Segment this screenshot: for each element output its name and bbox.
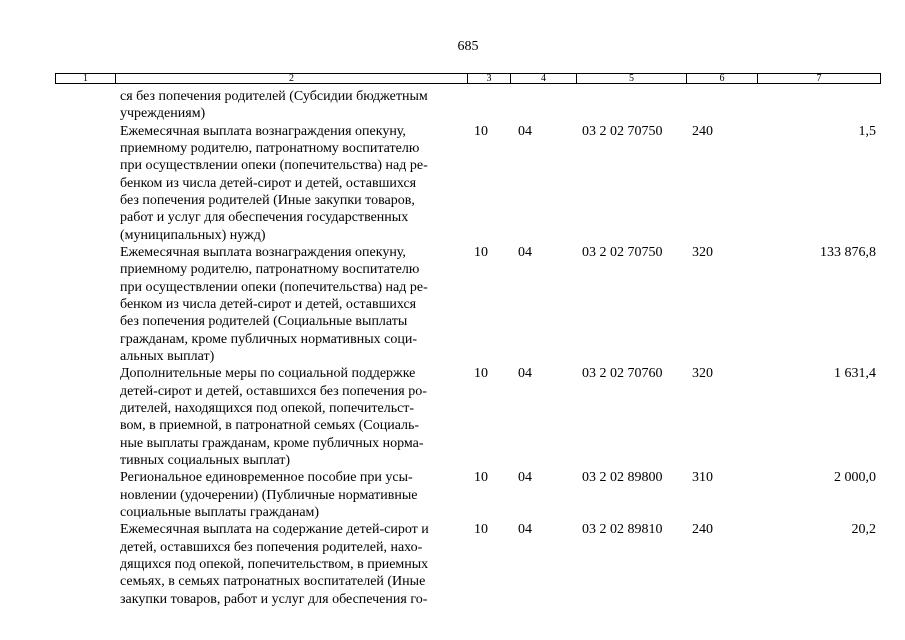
row-description <box>116 469 468 521</box>
section-code: 10 <box>474 366 488 382</box>
budget-table <box>55 73 881 608</box>
target-code-cell <box>577 123 687 244</box>
subsection-cell <box>511 123 577 244</box>
section-code: 10 <box>474 470 488 486</box>
description-line: дящихся под опекой, попечительством, в приемных <box>120 556 429 572</box>
amount-value: 1,5 <box>858 123 876 139</box>
description-line: без попечения родителей (Социальные выплаты <box>120 314 408 330</box>
header-cell-2: 2 <box>116 74 468 83</box>
subsection-cell <box>511 365 577 469</box>
row-number-cell <box>56 88 116 123</box>
section-cell <box>468 469 511 521</box>
section-cell <box>468 123 511 244</box>
expense-type-cell <box>687 244 758 365</box>
subsection-code: 04 <box>518 123 532 139</box>
description-line: учреждениям) <box>120 106 206 122</box>
target-code: 03 2 02 70750 <box>582 244 663 260</box>
amount-value: 2 000,0 <box>834 470 876 486</box>
description-line: при осуществлении опеки (попечительства) над ре- <box>120 279 428 295</box>
description-line: закупки товаров, работ и услуг для обеспечения го- <box>120 591 428 607</box>
description-line: без попечения родителей (Иные закупки товаров, <box>120 192 415 208</box>
expense-type-cell <box>687 521 758 608</box>
description-line: Дополнительные меры по социальной поддержке <box>120 366 416 382</box>
amount-cell <box>758 88 881 123</box>
header-cell-4: 4 <box>511 74 577 83</box>
header-cell-1: 1 <box>56 74 116 83</box>
table-header-row <box>55 73 881 84</box>
description-line: работ и услуг для обеспечения государственных <box>120 210 409 226</box>
expense-type-code: 320 <box>692 244 713 260</box>
row-description <box>116 521 468 608</box>
description-line: детей, оставшихся без попечения родителей, нахо- <box>120 539 423 555</box>
row-number-cell <box>56 469 116 521</box>
expense-type-code: 240 <box>692 123 713 139</box>
row-number-cell <box>56 365 116 469</box>
amount-value: 1 631,4 <box>834 366 876 382</box>
table-row <box>56 521 881 608</box>
target-code-cell <box>577 521 687 608</box>
row-description <box>116 88 468 123</box>
expense-type-cell <box>687 365 758 469</box>
amount-value: 133 876,8 <box>820 244 876 260</box>
description-line: детей-сирот и детей, оставшихся без попечения ро- <box>120 383 427 399</box>
table-row <box>56 88 881 123</box>
subsection-code: 04 <box>518 470 532 486</box>
row-description <box>116 123 468 244</box>
subsection-cell <box>511 469 577 521</box>
description-line: Региональное единовременное пособие при усы- <box>120 470 413 486</box>
section-cell <box>468 365 511 469</box>
row-description <box>116 365 468 469</box>
subsection-cell <box>511 521 577 608</box>
subsection-code: 04 <box>518 366 532 382</box>
description-line: социальные выплаты гражданам) <box>120 504 320 520</box>
amount-value: 20,2 <box>851 522 876 538</box>
description-line: Ежемесячная выплата вознаграждения опекуну, <box>120 123 406 139</box>
subsection-code: 04 <box>518 244 532 260</box>
amount-cell <box>758 123 881 244</box>
header-cell-5: 5 <box>577 74 687 83</box>
target-code-cell <box>577 469 687 521</box>
description-line: Ежемесячная выплата вознаграждения опекуну, <box>120 244 406 260</box>
expense-type-cell <box>687 123 758 244</box>
description-line: бенком из числа детей-сирот и детей, оставшихся <box>120 175 417 191</box>
section-code: 10 <box>474 522 488 538</box>
amount-cell <box>758 521 881 608</box>
subsection-cell <box>511 88 577 123</box>
description-line: вом, в приемной, в патронатной семьях (Социаль- <box>120 418 420 434</box>
subsection-cell <box>511 244 577 365</box>
amount-cell <box>758 365 881 469</box>
amount-cell <box>758 244 881 365</box>
section-cell <box>468 521 511 608</box>
description-line: приемному родителю, патронатному воспитателю <box>120 262 420 278</box>
header-cell-3: 3 <box>468 74 511 83</box>
description-line: (муниципальных) нужд) <box>120 227 266 243</box>
amount-cell <box>758 469 881 521</box>
description-line: дителей, находящихся под опекой, попечительст- <box>120 400 415 416</box>
section-cell <box>468 88 511 123</box>
description-line: приемному родителю, патронатному воспитателю <box>120 140 420 156</box>
table-row <box>56 244 881 365</box>
target-code: 03 2 02 89800 <box>582 470 663 486</box>
table-body <box>55 88 881 608</box>
description-line: Ежемесячная выплата на содержание детей-сирот и <box>120 522 429 538</box>
table-row <box>56 365 881 469</box>
description-line: альных выплат) <box>120 348 215 364</box>
description-line: при осуществлении опеки (попечительства) над ре- <box>120 158 428 174</box>
table-row <box>56 469 881 521</box>
description-line: новлении (удочерении) (Публичные нормативные <box>120 487 418 503</box>
expense-type-cell <box>687 469 758 521</box>
description-line: семьях, в семьях патронатных воспитателей (Иные <box>120 574 426 590</box>
expense-type-cell <box>687 88 758 123</box>
description-line: гражданам, кроме публичных нормативных соци- <box>120 331 418 347</box>
expense-type-code: 240 <box>692 522 713 538</box>
expense-type-code: 320 <box>692 366 713 382</box>
description-line: ся без попечения родителей (Субсидии бюджетным <box>120 89 428 104</box>
expense-type-code: 310 <box>692 470 713 486</box>
subsection-code: 04 <box>518 522 532 538</box>
target-code-cell <box>577 88 687 123</box>
description-line: бенком из числа детей-сирот и детей, оставшихся <box>120 296 417 312</box>
target-code-cell <box>577 244 687 365</box>
header-cell-7: 7 <box>758 74 881 83</box>
table-row <box>56 123 881 244</box>
target-code-cell <box>577 365 687 469</box>
page-number: 685 <box>457 39 479 54</box>
row-description <box>116 244 468 365</box>
description-line: ные выплаты гражданам, кроме публичных норма- <box>120 435 424 451</box>
target-code: 03 2 02 70760 <box>582 366 663 382</box>
section-code: 10 <box>474 123 488 139</box>
row-number-cell <box>56 521 116 608</box>
row-number-cell <box>56 244 116 365</box>
section-code: 10 <box>474 244 488 260</box>
row-number-cell <box>56 123 116 244</box>
section-cell <box>468 244 511 365</box>
description-line: тивных социальных выплат) <box>120 452 291 468</box>
target-code: 03 2 02 89810 <box>582 522 663 538</box>
header-cell-6: 6 <box>687 74 758 83</box>
target-code: 03 2 02 70750 <box>582 123 663 139</box>
